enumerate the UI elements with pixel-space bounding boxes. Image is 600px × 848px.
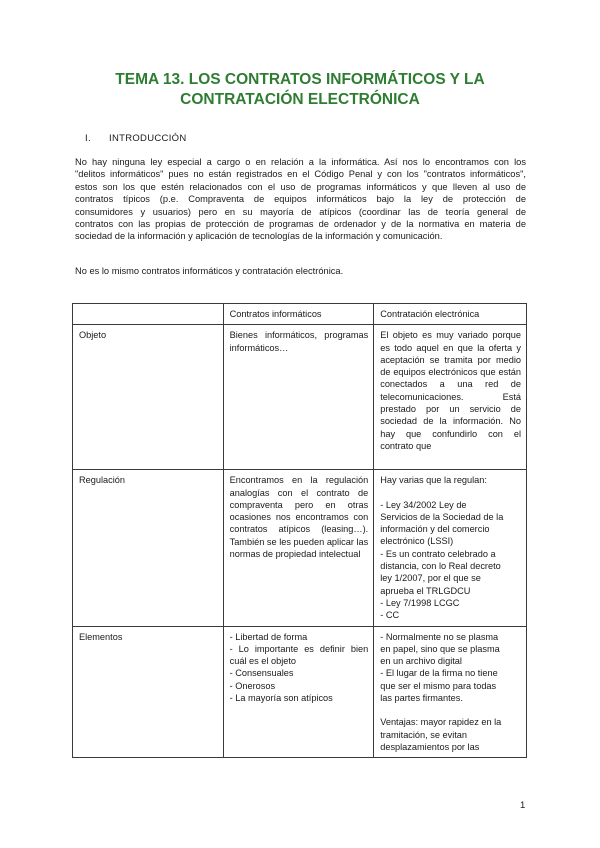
cell-line: en un archivo digital	[380, 656, 462, 667]
cell-line: electrónico (LSSI)	[380, 536, 454, 547]
cell-line: - Es un contrato celebrado a	[380, 548, 496, 559]
intro-line: consumidores y usuarios) pero en su mayoría de atípicos (coordinar las de teoría general de	[75, 206, 526, 217]
cell-line: desplazamientos por las	[380, 741, 480, 752]
table-row-objeto	[73, 325, 527, 470]
cell-line: - Normalmente no se plasma	[380, 631, 499, 642]
cell-line: - El lugar de la firma no tiene	[380, 668, 498, 679]
title-line-1: TEMA 13. LOS CONTRATOS INFORMÁTICOS Y LA	[115, 71, 485, 88]
comparison-table	[72, 303, 527, 758]
cell-line: - Libertad de forma	[229, 631, 308, 642]
cell-line: en papel, sino que se plasma	[380, 643, 500, 654]
table-cell	[223, 626, 374, 758]
cell-line: distancia, con lo Real decreto	[380, 561, 501, 572]
intro-line: No hay ninguna ley especial a cargo o en relación a la informática. Así nos lo encontramos con los	[75, 157, 526, 167]
table-header-row	[73, 304, 527, 325]
page-title	[0, 70, 600, 110]
cell-line: Servicios de la Sociedad de la	[380, 511, 504, 522]
table-cell	[374, 470, 527, 626]
intro-line: contratos típicos (p.e. Compraventa de equipos informáticos bajo la ley de protección de	[75, 194, 526, 205]
cell-line: - Lo importante es definir bien cuál es el objeto	[229, 643, 369, 667]
title-line-2: CONTRATACIÓN ELECTRÓNICA	[180, 91, 420, 108]
row-label: Regulación	[73, 470, 224, 626]
row-label: Elementos	[73, 626, 224, 758]
intro-paragraph	[75, 156, 526, 243]
table-cell: Encontramos en la regulación analogías con el contrato de compraventa pero en otras ocasiones nos encontramos con contratos atípicos (leasing…). También se les pueden aplicar las normas de propiedad intelectual	[223, 470, 374, 626]
table-cell	[374, 626, 527, 758]
section-label: INTRODUCCIÓN	[109, 133, 187, 144]
table-cell: El objeto es muy variado porque es todo aquel en que la oferta y aceptación se tramita por medio de equipos electrónicos que están conectados a una red de telecomunicaciones. Está prestado por un servicio de sociedad de la información. No hay que confundirlo con el contrato que	[374, 325, 527, 470]
cell-line: Hay varias que la regulan:	[380, 475, 487, 486]
intro-line: estos son los que estén relacionados con el uso de programas informáticos y que lleven al uso de	[75, 181, 526, 192]
cell-line: ley 1/2007, por el que se	[380, 573, 481, 584]
cell-line: - Consensuales	[229, 668, 294, 679]
cell-line: que ser el mismo para todas	[380, 680, 497, 691]
table-cell: Bienes informáticos, programas informáticos…	[223, 325, 374, 470]
cell-line: tramitación, se evitan	[380, 729, 468, 740]
cell-line: - Ley 7/1998 LCGC	[380, 597, 460, 608]
note-paragraph: No es lo mismo contratos informáticos y contratación electrónica.	[75, 266, 344, 276]
section-number: I.	[85, 133, 91, 144]
intro-line: sociedad de la información y aplicación de tecnologías de la información y comunicación.	[75, 231, 443, 242]
cell-line: aprueba el TRLGDCU	[380, 585, 471, 596]
table-header-cell: Contratación electrónica	[374, 304, 527, 325]
table-row-regulacion	[73, 470, 527, 626]
cell-line: información y del comercio	[380, 524, 490, 535]
intro-line: contratos con las propias de protección de programas de ordenador y de la normativa en materia de	[75, 219, 526, 230]
section-heading	[85, 133, 187, 144]
cell-line: - Ley 34/2002 Ley de	[380, 499, 467, 510]
table-header-cell	[73, 304, 224, 325]
page-number: 1	[520, 800, 526, 811]
cell-line: - La mayoría son atípicos	[229, 693, 333, 704]
table-row-elementos	[73, 626, 527, 758]
cell-line: - Onerosos	[229, 680, 276, 691]
table-header-cell: Contratos informáticos	[223, 304, 374, 325]
row-label: Objeto	[73, 325, 224, 470]
cell-line: - CC	[380, 610, 400, 621]
intro-line: "delitos informáticos" pues no están registrados en el Código Penal y con los "contratos informáticos",	[75, 169, 526, 180]
cell-line: las partes firmantes.	[380, 693, 463, 704]
cell-line: Ventajas: mayor rapidez en la	[380, 717, 502, 728]
